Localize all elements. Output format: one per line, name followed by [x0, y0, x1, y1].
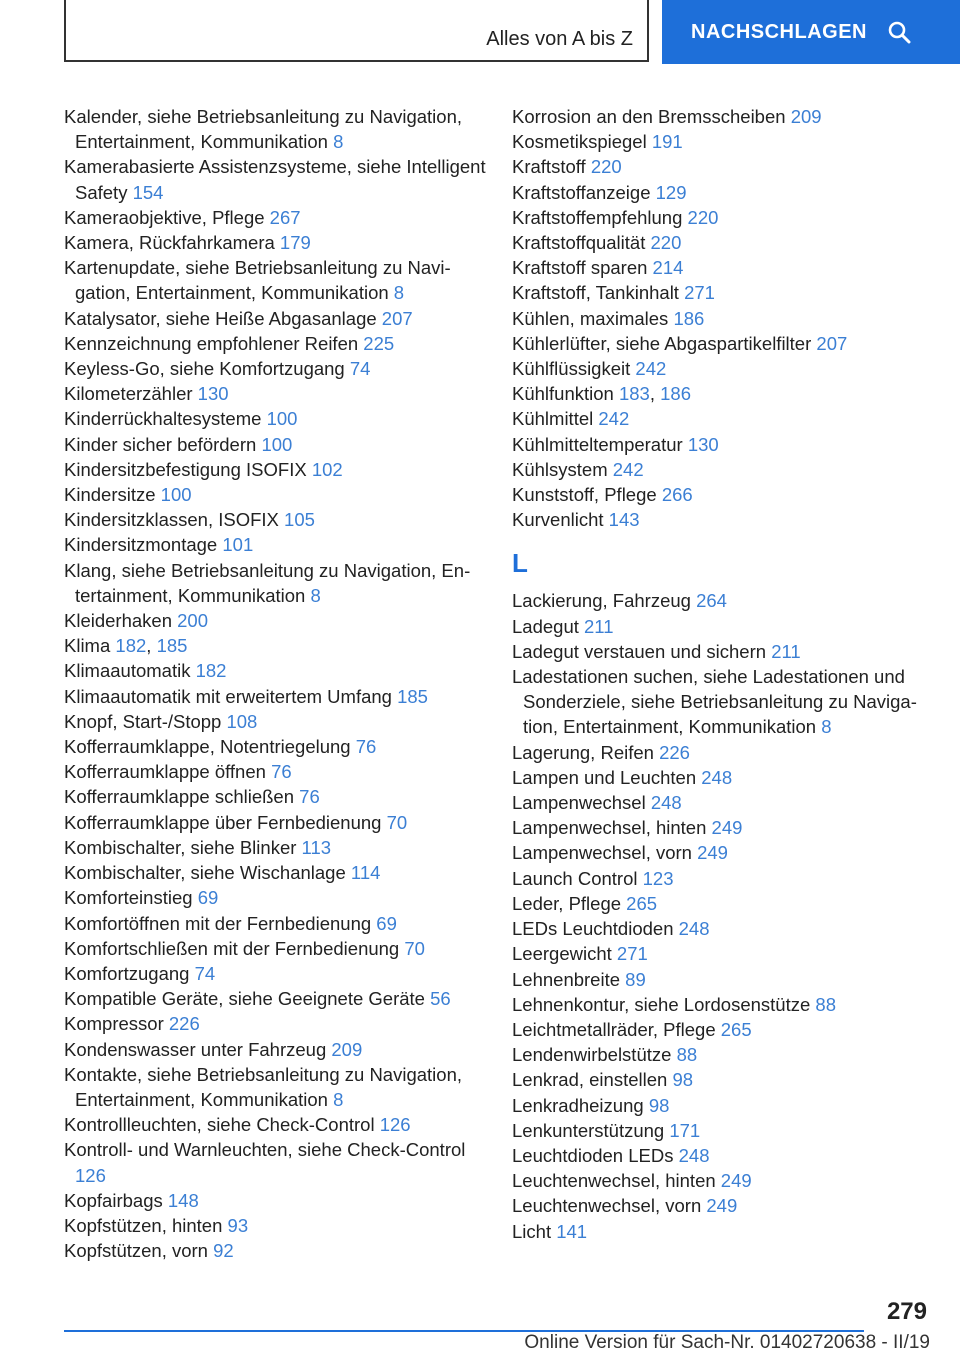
index-entry-term: Korrosion an den Bremsscheiben	[512, 106, 786, 127]
page-reference-link[interactable]: 249	[697, 842, 728, 864]
index-entry-term: Lackierung, Fahrzeug	[512, 590, 691, 612]
nachschlagen-button[interactable]	[662, 0, 960, 64]
index-entry-term: Kühlsystem	[512, 458, 608, 480]
index-entry-term: Kraftstoffanzeige	[512, 181, 651, 203]
page-reference-link[interactable]: 265	[626, 892, 658, 914]
page-reference-link[interactable]: 265	[720, 1018, 752, 1040]
page-reference-link[interactable]: 100	[160, 484, 192, 506]
page-reference-link[interactable]: 8	[310, 584, 321, 606]
index-entry	[512, 967, 937, 992]
index-entry-term: Kühlmitteltemperatur	[512, 433, 683, 455]
index-entry	[512, 765, 937, 790]
index-entry-term: Kindersitzklassen, ISOFIX	[64, 509, 279, 531]
index-entry-term: Lampenwechsel, hinten	[512, 817, 707, 839]
page-reference-link[interactable]: 248	[701, 766, 733, 788]
index-entry-term: Kinder sicher befördern	[64, 433, 257, 455]
index-entry-term: Kindersitzbefestigung ISOFIX	[64, 458, 307, 480]
section-letter-l: L	[512, 548, 528, 579]
page-reference-link[interactable]: 130	[197, 383, 229, 405]
index-entry	[64, 810, 489, 835]
index-column-left	[64, 104, 489, 1263]
index-entry	[64, 658, 489, 683]
index-entry-term: Komforteinstieg	[64, 887, 193, 909]
page-reference-link[interactable]: 248	[650, 792, 682, 814]
index-entry-term: Leergewicht	[512, 943, 612, 965]
index-entry-term: Kindersitzmontage	[64, 534, 218, 556]
nachschlagen-label: NACHSCHLAGEN	[691, 20, 867, 43]
page-reference-link[interactable]: 143	[608, 509, 640, 531]
index-entry	[64, 986, 489, 1011]
page-reference-link[interactable]: 130	[687, 433, 719, 455]
index-entry-term: Kompressor	[64, 1013, 164, 1035]
page-reference-link[interactable]: 105	[284, 509, 315, 531]
page-reference-link[interactable]: 108	[226, 710, 258, 732]
index-entry-term: Lampen und Leuchten	[512, 766, 697, 788]
index-entry-term: Kombischalter, siehe Wischanlage	[64, 862, 346, 884]
page-reference-link[interactable]: 183	[618, 383, 650, 405]
page-reference-link[interactable]: 88	[815, 993, 836, 1015]
index-entry	[512, 840, 937, 865]
page-reference-link[interactable]: 249	[706, 1195, 738, 1217]
index-entry	[512, 356, 937, 381]
page-reference-link[interactable]: 88	[676, 1044, 698, 1066]
index-entry	[512, 891, 937, 916]
index-entry	[64, 507, 489, 532]
page-reference-link[interactable]: 123	[642, 867, 674, 889]
page-reference-link[interactable]: 248	[678, 918, 710, 940]
index-entry-term: Kofferraumklappe über Fernbedienung	[64, 811, 382, 833]
index-entry-term: Kühlen, maximales	[512, 307, 669, 329]
index-entry	[512, 331, 937, 356]
page-reference-link[interactable]: 191	[651, 131, 683, 153]
index-entry	[512, 154, 937, 179]
index-entry	[512, 104, 937, 129]
index-entry-term: Komfortöffnen mit der Fernbedienung	[64, 912, 372, 934]
index-entry-term: Lenkradheizung	[512, 1094, 644, 1116]
index-entry	[64, 205, 489, 230]
page-reference-link[interactable]: 154	[132, 181, 164, 203]
index-entry	[512, 406, 937, 431]
index-entry-term: Kontrollleuchten, siehe Check-Control	[64, 1114, 375, 1136]
index-entry	[512, 230, 937, 255]
index-entry	[512, 1219, 937, 1244]
index-entry-term: Lenkrad, einstellen	[512, 1069, 668, 1091]
index-entry: Klima 182, 185	[64, 635, 188, 657]
index-entry	[64, 558, 489, 608]
page-reference-link[interactable]: 200	[177, 610, 209, 632]
index-entry-term: Kofferraumklappe, Notentriegelung	[64, 736, 351, 758]
index-entry	[64, 911, 489, 936]
search-icon	[887, 20, 911, 44]
index-entry	[64, 1213, 489, 1238]
index-entry-term: Kraftstoffqualität	[512, 232, 646, 254]
index-entry-term: Lehnenkontur, siehe Lordosenstütze	[512, 993, 811, 1015]
index-entry	[64, 532, 489, 557]
page-reference-link[interactable]: 113	[301, 836, 332, 858]
index-entry-term: Lampenwechsel, vorn	[512, 842, 692, 864]
page-reference-link[interactable]: 76	[355, 736, 377, 758]
index-entry-term: Leuchtenwechsel, hinten	[512, 1170, 716, 1192]
index-entry	[64, 885, 489, 910]
page-reference-link[interactable]: 101	[222, 534, 254, 556]
page-reference-link[interactable]: 100	[266, 408, 298, 430]
index-entry-term: Kennzeichnung empfohlener Reifen	[64, 332, 359, 354]
page-reference-link[interactable]: 70	[386, 811, 408, 833]
page-reference-link[interactable]: 225	[363, 332, 395, 354]
index-entry	[512, 1193, 937, 1218]
index-entry	[512, 457, 937, 482]
index-entry	[512, 588, 937, 613]
page-reference-link[interactable]: 92	[213, 1240, 234, 1262]
page-reference-link[interactable]: 185	[397, 685, 428, 707]
index-entry-term: Lampenwechsel	[512, 792, 646, 814]
index-entry-term: Kofferraumklappe öffnen	[64, 761, 266, 783]
index-entry	[64, 835, 489, 860]
index-entry	[64, 734, 489, 759]
index-entry-term: Klang, siehe Betriebsanleitung zu Navigation, Entertainment, Kommunikation	[64, 559, 471, 606]
index-entry	[512, 1093, 937, 1118]
index-entry-term: Kühlmittel	[512, 408, 594, 430]
index-entry-term: Kopfairbags	[64, 1189, 163, 1211]
index-entry-term: Kontroll- und Warnleuchten, siehe Check-Control	[64, 1139, 466, 1161]
section-tab[interactable]	[64, 0, 649, 62]
index-entry	[512, 1118, 937, 1143]
page-reference-link[interactable]: 171	[669, 1119, 701, 1141]
page-reference-link[interactable]: 148	[167, 1189, 199, 1211]
index-entry	[64, 381, 489, 406]
index-entry	[64, 432, 489, 457]
index-entry-term: Kurvenlicht	[512, 509, 604, 531]
page-number: 279	[886, 1298, 927, 1325]
page-reference-link[interactable]: 74	[194, 962, 216, 984]
index-entry-term: Kopfstützen, vorn	[64, 1240, 208, 1262]
index-entry-term: Launch Control	[512, 867, 638, 889]
index-entry	[512, 1168, 937, 1193]
page-reference-link[interactable]: 98	[672, 1069, 694, 1091]
index-entry	[64, 860, 489, 885]
index-entry	[512, 280, 937, 305]
index-entry	[512, 1042, 937, 1067]
index-entry-term: Kilometerzähler	[64, 383, 193, 405]
index-entry	[64, 759, 489, 784]
page-reference-link[interactable]: 141	[556, 1220, 588, 1242]
index-entry	[512, 1017, 937, 1042]
index-group-l	[512, 588, 937, 1243]
page-reference-link[interactable]: 220	[687, 206, 719, 228]
index-entry-term: Klima	[64, 635, 111, 657]
page-reference-link[interactable]: 249	[720, 1170, 752, 1192]
page-reference-link[interactable]: 114	[350, 862, 381, 884]
index-group-k	[512, 104, 937, 532]
index-entry	[512, 992, 937, 1017]
index-entry	[64, 482, 489, 507]
page-reference-link[interactable]: 226	[168, 1013, 200, 1035]
page-reference-link[interactable]: 76	[271, 761, 292, 783]
index-entry	[512, 306, 937, 331]
index-entry-term: Kraftstoff	[512, 156, 586, 178]
page-reference-link[interactable]: 207	[381, 307, 413, 329]
index-entry-term: Kontakte, siehe Betriebsanleitung zu Navigation, Entertainment, Kommunikation	[64, 1063, 463, 1110]
index-entry-term: Ladegut verstauen und sichern	[512, 640, 767, 662]
page-reference-link[interactable]: 211	[771, 640, 801, 662]
page-reference-link[interactable]: 271	[616, 943, 648, 965]
index-entry	[64, 608, 489, 633]
page-reference-link[interactable]: 207	[816, 332, 848, 354]
page-reference-link[interactable]: 209	[790, 106, 822, 127]
index-entry-term: Licht	[512, 1220, 552, 1242]
index-entry	[64, 457, 489, 482]
index-entry: Kühlfunktion 183, 186	[512, 383, 691, 405]
index-entry	[64, 936, 489, 961]
index-entry	[64, 255, 489, 305]
index-entry	[64, 709, 489, 734]
index-entry-term: Katalysator, siehe Heiße Abgasanlage	[64, 307, 377, 329]
index-entry-term: Kompatible Geräte, siehe Geeignete Geräte	[64, 988, 425, 1010]
page-reference-link[interactable]: 126	[379, 1114, 411, 1136]
index-entry-term: Kofferraumklappe schließen	[64, 786, 295, 808]
index-entry-term: Kraftstoff, Tankinhalt	[512, 282, 679, 304]
index-entry	[64, 230, 489, 255]
page-reference-link[interactable]: 242	[635, 358, 667, 380]
index-entry-term: Kartenupdate, siehe Betriebsanleitung zu Navigation, Entertainment, Kommunikation	[64, 257, 451, 304]
index-entry	[64, 1062, 489, 1112]
index-entry	[64, 961, 489, 986]
index-entry	[64, 784, 489, 809]
index-entry-term: Ladestationen suchen, siehe Ladestationen und Sonderziele, siehe Betriebsanleitung zu Navigation, Entertainment, Kommunikation	[512, 666, 917, 738]
page-reference-link[interactable]: 182	[195, 660, 227, 682]
page-reference-link[interactable]: 70	[404, 937, 425, 959]
page-reference-link[interactable]: 74	[349, 358, 371, 380]
index-entry	[64, 1011, 489, 1036]
index-entry-term: Ladegut	[512, 615, 579, 637]
index-entry-term: Kraftstoff sparen	[512, 257, 648, 279]
index-entry	[512, 129, 937, 154]
index-entry	[64, 1238, 489, 1263]
index-entry-term: Lendenwirbelstütze	[512, 1044, 672, 1066]
index-entry-term: Kinderrückhaltesysteme	[64, 408, 262, 430]
index-entry	[64, 1112, 489, 1137]
index-entry	[512, 255, 937, 280]
page-reference-link[interactable]: 271	[684, 282, 715, 304]
index-entry-term: Knopf, Start-/Stopp	[64, 710, 222, 732]
index-entry-term: Lagerung, Reifen	[512, 741, 654, 763]
page-reference-link[interactable]: 93	[227, 1214, 249, 1236]
index-entry-term: Kopfstützen, hinten	[64, 1214, 223, 1236]
index-entry	[512, 941, 937, 966]
index-entry	[512, 1143, 937, 1168]
page-reference-link[interactable]: 242	[612, 458, 644, 480]
page-reference-link[interactable]: 182	[115, 635, 147, 657]
index-entry-term: Lenkunterstützung	[512, 1119, 665, 1141]
index-entry	[64, 1188, 489, 1213]
page-reference-link[interactable]: 186	[660, 383, 691, 405]
page-reference-link[interactable]: 179	[279, 232, 311, 254]
index-entry-term: Leichtmetallräder, Pflege	[512, 1018, 716, 1040]
index-entry-term: Kühlerlüfter, siehe Abgaspartikelfilter	[512, 332, 812, 354]
page-reference-link[interactable]: 226	[659, 741, 690, 763]
index-entry	[512, 507, 937, 532]
index-entry-term: Leuchtdioden LEDs	[512, 1144, 674, 1166]
index-entry	[512, 740, 937, 765]
page-reference-link[interactable]: 267	[269, 206, 301, 228]
page-reference-link[interactable]: 69	[197, 887, 219, 909]
index-entry-term: Leder, Pflege	[512, 892, 622, 914]
index-entry-term: Leuchtenwechsel, vorn	[512, 1195, 702, 1217]
page-reference-link[interactable]: 76	[299, 786, 320, 808]
index-entry	[512, 815, 937, 840]
online-version-note: Online Version für Sach-Nr. 01402720638 - II/19	[524, 1332, 930, 1353]
index-entry	[512, 866, 937, 891]
index-entry	[64, 356, 489, 381]
page-reference-link[interactable]: 264	[696, 590, 727, 612]
index-entry	[512, 180, 937, 205]
page-reference-link[interactable]: 186	[673, 307, 705, 329]
index-entry-term: Kondenswasser unter Fahrzeug	[64, 1038, 327, 1060]
index-entry-term: Keyless-Go, siehe Komfortzugang	[64, 358, 345, 380]
index-entry	[512, 1067, 937, 1092]
index-entry	[512, 614, 937, 639]
page-reference-link[interactable]: 8	[333, 1088, 344, 1110]
index-entry-term: Kühlfunktion	[512, 383, 614, 405]
page-reference-link[interactable]: 8	[393, 282, 405, 304]
index-entry-term: Lehnenbreite	[512, 968, 621, 990]
index-entry	[512, 664, 937, 740]
index-entry-term: Kombischalter, siehe Blinker	[64, 836, 297, 858]
page-reference-link[interactable]: 56	[430, 988, 451, 1010]
index-entry	[64, 1137, 489, 1187]
index-entry-term: Kameraobjektive, Pflege	[64, 206, 265, 228]
page-reference-link[interactable]: 211	[584, 615, 614, 637]
page-reference-link[interactable]: 89	[625, 968, 646, 990]
index-entry	[64, 306, 489, 331]
page-reference-link[interactable]: 209	[331, 1038, 363, 1060]
index-entry	[512, 916, 937, 941]
index-entry	[64, 104, 489, 154]
index-entry-term: Komfortzugang	[64, 962, 190, 984]
index-entry-term: Kleiderhaken	[64, 610, 172, 632]
index-entry-term: Klimaautomatik	[64, 660, 191, 682]
index-entry-term: Kindersitze	[64, 484, 156, 506]
page-reference-link[interactable]: 102	[311, 458, 343, 480]
page-reference-link[interactable]: 8	[333, 131, 344, 153]
index-entry	[64, 331, 489, 356]
index-entry	[512, 790, 937, 815]
page-reference-link[interactable]: 100	[261, 433, 293, 455]
page-reference-link[interactable]: 129	[655, 181, 687, 203]
index-entry	[64, 684, 489, 709]
index-entry	[64, 1037, 489, 1062]
index-entry-term: Kamera, Rückfahrkamera	[64, 232, 275, 254]
index-entry-term: Kosmetikspiegel	[512, 131, 647, 153]
index-entry-term: Kalender, siehe Betriebsanleitung zu Navigation, Entertainment, Kommunikation	[64, 106, 463, 153]
index-entry-term: Kunststoff, Pflege	[512, 484, 657, 506]
index-entry-term: Kühlflüssigkeit	[512, 358, 631, 380]
page-reference-link[interactable]: 185	[156, 635, 188, 657]
page-reference-link[interactable]: 69	[376, 912, 397, 934]
page-reference-link[interactable]: 126	[75, 1164, 106, 1186]
index-entry-term: Komfortschließen mit der Fernbedienung	[64, 937, 400, 959]
index-entry-term: Kamerabasierte Assistenzsysteme, siehe Intelligent Safety	[64, 156, 486, 203]
index-entry	[512, 205, 937, 230]
page-reference-link[interactable]: 220	[650, 232, 682, 254]
index-entry	[64, 154, 489, 204]
index-entry	[512, 482, 937, 507]
index-entry-term: Klimaautomatik mit erweitertem Umfang	[64, 685, 392, 707]
page-reference-link[interactable]: 214	[652, 257, 684, 279]
page-reference-link[interactable]: 8	[821, 716, 832, 738]
section-tab-label: Alles von A bis Z	[486, 28, 633, 50]
index-entry	[64, 406, 489, 431]
page-reference-link[interactable]: 248	[678, 1144, 710, 1166]
page-reference-link[interactable]: 220	[590, 156, 622, 178]
index-entry-term: Kraftstoffempfehlung	[512, 206, 683, 228]
page-reference-link[interactable]: 249	[711, 817, 743, 839]
index-entry	[512, 432, 937, 457]
page-reference-link[interactable]: 242	[598, 408, 630, 430]
index-column-right	[512, 104, 937, 1244]
page-reference-link[interactable]: 266	[661, 484, 693, 506]
index-entry	[512, 639, 937, 664]
page-reference-link[interactable]: 98	[648, 1094, 670, 1116]
index-entry-term: LEDs Leuchtdioden	[512, 918, 674, 940]
